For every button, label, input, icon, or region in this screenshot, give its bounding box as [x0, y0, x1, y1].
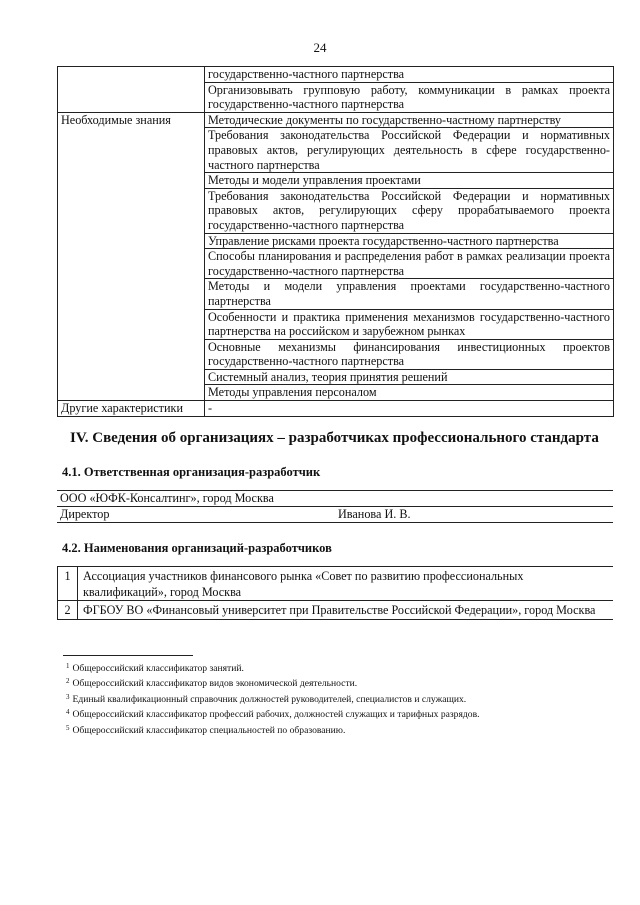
org-name-cell: ООО «ЮФК-Консалтинг», город Москва [57, 491, 613, 507]
person-cell: Иванова И. В. [335, 507, 613, 523]
footnote [66, 706, 606, 721]
footnote-text: Общероссийский классификатор специальностей по образованию. [72, 724, 346, 736]
table-row [57, 507, 613, 523]
footnote [66, 675, 606, 690]
table-row [58, 112, 614, 128]
footnote [66, 660, 606, 675]
table-row [58, 67, 614, 83]
footnote-mark: 2 [66, 677, 70, 686]
table-cell: Способы планирования и распределения работ в рамках реализации проекта государственно-частного партнерства [205, 249, 614, 279]
footnote-text: Единый квалификационный справочник должностей руководителей, специалистов и служащих. [72, 693, 467, 705]
subsection-heading-4-1: 4.1. Ответственная организация-разработчик [62, 465, 321, 479]
section-heading: IV. Сведения об организациях – разработчиках профессионального стандарта [70, 430, 599, 446]
footnote-mark: 1 [66, 662, 70, 670]
table-cell: Основные механизмы финансирования инвестиционных проектов государственно-частного партнерства [205, 339, 614, 369]
row-label-cell: Необходимые знания [58, 112, 205, 400]
subsection-heading-4-2: 4.2. Наименования организаций-разработчиков [62, 541, 332, 555]
org-name-cell: Ассоциация участников финансового рынка «Совет по развитию профессиональных квалификаций», город Москва [78, 567, 614, 601]
developer-orgs-table [57, 566, 613, 620]
footnote-mark: 4 [66, 708, 70, 717]
table-row [58, 601, 614, 620]
table-row [57, 491, 613, 507]
footnote-divider [63, 655, 193, 656]
footnote-text: Общероссийский классификатор профессий рабочих, должностей служащих и тарифных разрядов. [72, 709, 480, 721]
footnote-mark: 5 [66, 723, 70, 732]
table-cell: Организовывать групповую работу, коммуникации в рамках проекта государственно-частного партнерства [205, 82, 614, 112]
position-cell: Директор [57, 507, 335, 523]
footnote [66, 691, 606, 706]
table-cell: Методы и модели управления проектами государственно-частного партнерства [205, 279, 614, 309]
row-number: 2 [58, 601, 78, 620]
table-cell: Управление рисками проекта государственно-частного партнерства [205, 233, 614, 249]
table-cell: Требования законодательства Российской Федерации и нормативных правовых актов, регулирующих сферу прорабатываемого проекта государственно-частного партнерства [205, 188, 614, 233]
table-cell: Методы и модели управления проектами [205, 173, 614, 189]
footnotes [66, 660, 606, 737]
table-cell: Требования законодательства Российской Федерации и нормативных правовых актов, регулирующих деятельность в сфере государственно-частного партнерства [205, 128, 614, 173]
table-cell: Методические документы по государственно-частному партнерству [205, 112, 614, 128]
footnote-mark: 3 [66, 692, 70, 701]
table-cell: государственно-частного партнерства [205, 67, 614, 83]
knowledge-table [57, 66, 614, 417]
table-row [58, 401, 614, 417]
page-number: 24 [313, 40, 327, 55]
row-label-cell: Другие характеристики [58, 401, 205, 417]
responsible-org-table [57, 490, 613, 523]
org-name-cell: ФГБОУ ВО «Финансовый университет при Правительстве Российской Федерации», город Москва [78, 601, 614, 620]
footnote-text: Общероссийский классификатор занятий. [72, 663, 244, 674]
table-row [58, 567, 614, 601]
table-cell: Системный анализ, теория принятия решений [205, 369, 614, 385]
row-number: 1 [58, 567, 78, 601]
footnote-text: Общероссийский классификатор видов экономической деятельности. [72, 678, 358, 690]
table-cell: - [205, 401, 614, 417]
row-label-cell [58, 67, 205, 113]
table-cell: Методы управления персоналом [205, 385, 614, 401]
footnote [66, 722, 606, 737]
table-cell: Особенности и практика применения механизмов государственно-частного партнерства на российском и зарубежном рынках [205, 309, 614, 339]
